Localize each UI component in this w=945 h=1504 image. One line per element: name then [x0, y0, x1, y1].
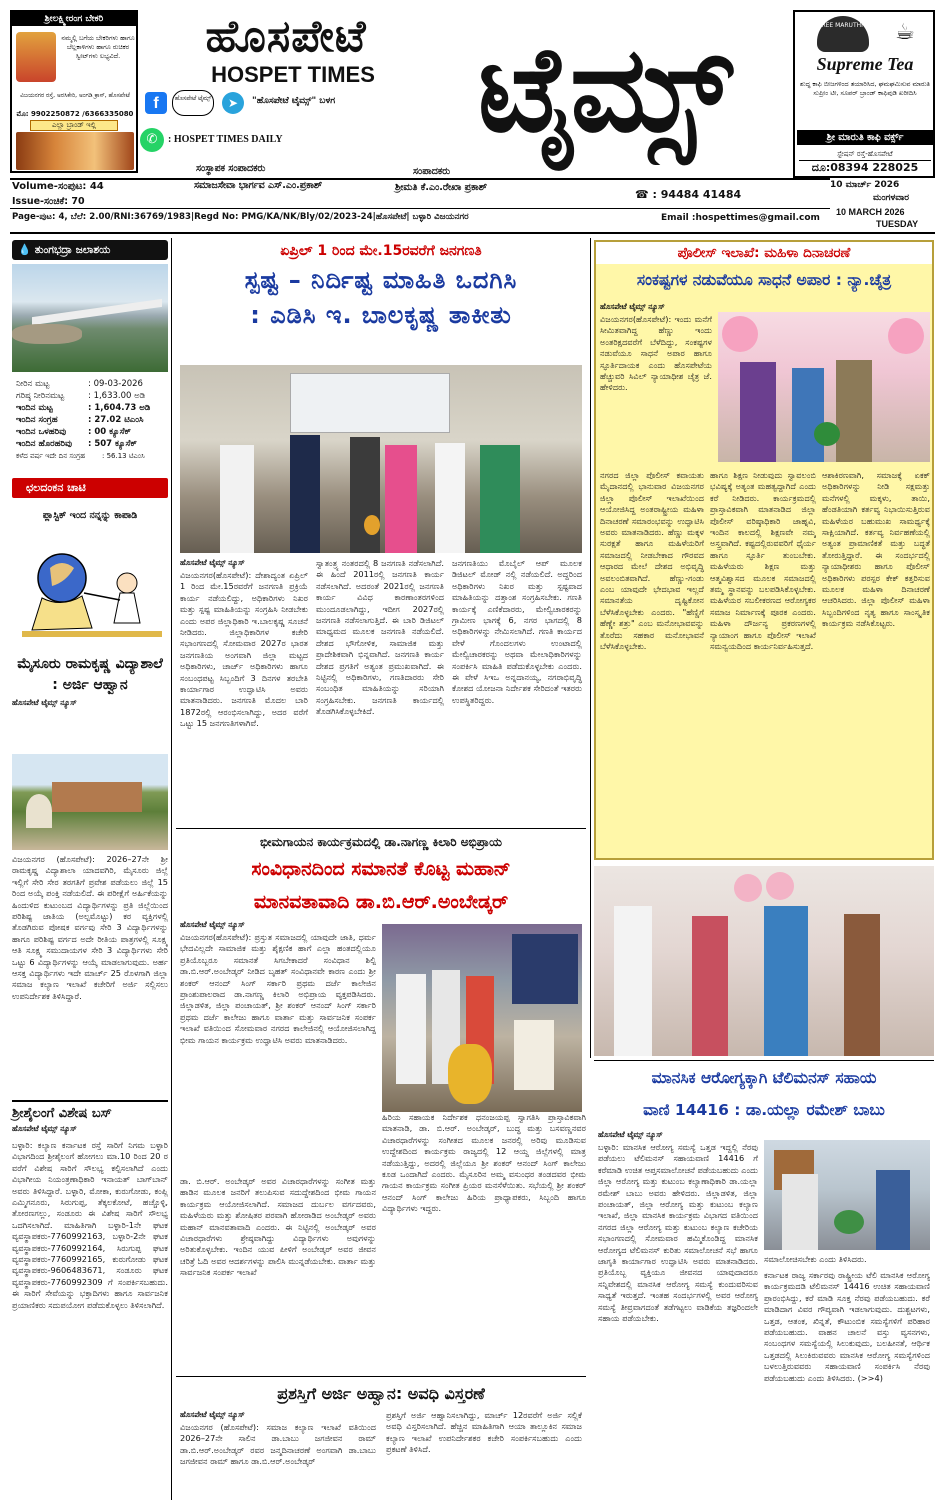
dam-row: ಕಳೆದ ವರ್ಷ ಇದೇ ದಿನ ಸಂಗ್ರಹ : 56.13 ಟಿಎಂಸಿ	[16, 452, 145, 460]
women-headline: ಸಂಕಷ್ಟಗಳ ನಡುವೆಯೂ ಸಾಧನೆ ಅಪಾರ : ನ್ಯಾ.ಚೈತ್ರ	[636, 271, 892, 289]
women-col-2: ಹಾಗೂ ಶಿಕ್ಷಣ ನೀಡುವುದು ಸ್ವಾವಲಂಬಿ ಭವಿಷ್ಯಕ್ಕೆ ಅತ್ಯಂತ ಮಹತ್ವದ್ದಾಗಿದೆ ಎಂದು ಕರೆ ನೀಡಿದರು. ಕಾರ್ಯಕ್ರಮದಲ್ಲಿ ಪ್ರಾಸ್ತಾವಿಕವಾಗಿ ಮಾತನಾಡಿದ ಜಿಲ್ಲಾ ಪೊಲೀಸ್ ವರಿಷ್ಠಾಧಿಕಾರಿ ಜಾಹ್ನವಿ, ಇಂದಿನ ಕಾಲದಲ್ಲಿ ಶಿಕ್ಷಣವೇ ನಮ್ಮ ಅಸ್ತ್ರವಾಗಿದೆ. ಕಷ್ಟದಲ್ಲಿರುವವರಿಗೆ ಧೈರ್ಯ ಹಾಗೂ ಸ್ಫೂರ್ತಿ ತುಂಬಬೇಕು. ಮಹಿಳೆಯರು ಶಿಕ್ಷಣ ಮತ್ತು ಆತ್ಮವಿಶ್ವಾಸದ ಮೂಲಕ ಸಮಾಜದಲ್ಲಿ ತಮ್ಮ ಸ್ಥಾನವನ್ನು ಬಲಪಡಿಸಿಕೊಳ್ಳಬೇಕು. ಮಹಿಳೆಯರ ಸಬಲೀಕರಣದ ಆರೋಗ್ಯಕರ ಸಮಾಜ ನಿರ್ಮಾಣಕ್ಕೆ ಪೂರಕ ಎಂದರು. ಮಹಿಳಾ ದೌರ್ಜನ್ಯ ಪ್ರಕರಣಗಳಲ್ಲಿ ನ್ಯಾಯಾಂಗ ಹಾಗೂ ಪೊಲೀಸ್ ಇಲಾಖೆ ಸಮನ್ವಯದಿಂದ ಕಾರ್ಯನಿರ್ವಹಿಸುತ್ತದೆ.	[710, 470, 816, 652]
tea-ad-brand: Supreme Tea	[816, 54, 914, 74]
women-byline: ಹೊಸಪೇಟೆ ಟೈಮ್ಸ್ ನ್ಯೂಸ್	[600, 302, 665, 311]
hospet-times-logo-icon: ಹೊಸಪೇಟೆ ಟೈಮ್ಸ್	[172, 90, 214, 116]
dam-row: ಇಂದಿನ ಮಟ್ಟ : 1,604.73 ಅಡಿ	[16, 403, 151, 413]
census-kicker: ಏಪ್ರಿಲ್ 1 ರಿಂದ ಮೇ.15ರವರೆಗೆ ಜನಗಣತಿ	[280, 243, 482, 259]
school-article	[12, 654, 168, 1094]
ambedkar-byline: ಹೊಸಪೇಟೆ ಟೈಮ್ಸ್ ನ್ಯೂಸ್	[180, 920, 245, 929]
telemanas-photo-caption: ಸಮಾಲೋಚಿಸಬೇಕು ಎಂದು ತಿಳಿಸಿದರು.	[764, 1254, 867, 1264]
title-kn-small: ಹೊಸಪೇಟೆ	[205, 11, 367, 62]
registration-line: Page-ಪುಟ: 4, ಬೆಲೆ: 2.00/RNI:36769/1983|Regd No: PMG/KA/NK/Bly/02/2023-24|ಹೊಸಪೇಟೆ| ಬಳ್ಳಾರಿ ವಿಜಯನಗರ	[12, 212, 469, 222]
dam-photo	[12, 264, 168, 372]
cartoon-header: ಛಲದಂಕನ ಚಾಟಿ	[12, 478, 168, 498]
dam-header: 💧 ತುಂಗಭದ್ರಾ ಜಲಾಶಯ	[12, 240, 168, 260]
email-text[interactable]: Email :hospettimes@gmail.com	[661, 213, 820, 223]
day-kn: ಮಂಗಳವಾರ	[873, 193, 910, 203]
telemanas-photo	[764, 1140, 930, 1250]
telemanas-headline-1: ಮಾನಸಿಕ ಆರೋಗ್ಯಕ್ಕಾಗಿ ಟೆಲಿಮನಸ್ ಸಹಾಯ	[594, 1060, 934, 1095]
dam-row: ನೀರಿನ ಮಟ್ಟ : 09-03-2026	[16, 379, 143, 389]
tea-cup-icon: ☕	[895, 20, 915, 45]
issue-text: Issue-ಸಂಚಿಕೆ: 70	[12, 196, 85, 207]
census-headline-2: : ಎಡಿಸಿ ಇ. ಬಾಲಕೃಷ್ಣ ತಾಕೀತು	[250, 301, 512, 329]
women-col-1: ನಗರದ ಜಿಲ್ಲಾ ಪೊಲೀಸ್ ಕವಾಯತು ಮೈದಾನದಲ್ಲಿ ಭಾನುವಾರ ವಿಜಯನಗರ ಜಿಲ್ಲಾ ಪೊಲೀಸ್ ಇಲಾಖೆಯಿಂದ ಆಯೋಜಿಸಿದ್ದ ಅಂತರಾಷ್ಟ್ರೀಯ ಮಹಿಳಾ ದಿನಾಚರಣೆ ಸಮಾರಂಭವನ್ನು ಉದ್ಘಾಟಿಸಿ ಅವರು ಮಾತನಾಡಿದರು. ಹೆಣ್ಣು ಮಕ್ಕಳ ಸುರಕ್ಷತೆ ಹಾಗೂ ಮಹಿಳೆಯರಿಗೆ ಸಮಾಜದಲ್ಲಿ ನೀಡಬೇಕಾದ ಗೌರವದ ಆಧಾರದ ಮೇಲೆ ದೇಶದ ಅಭಿವೃದ್ಧಿ ಅವಲಂಬಿತವಾಗಿದೆ. ಹೆಣ್ಣು-ಗಂಡು ಎಂಬ ಯಾವುದೇ ಭೇದಭಾವ ಇಲ್ಲದೆ ಸಮಾನತೆಯ ದೃಷ್ಟಿಕೋನ ಬೆಳೆಸಿಕೊಳ್ಳಬೇಕು ಎಂದರು. "ಹೆಣ್ಣಿಗೆ ಹೆಣ್ಣೇ ಶತ್ರು" ಎಂಬ ಮನೋಭಾವವನ್ನು ತೊರೆದು ಸಹಕಾರ ಮನೋಭಾವನೆ ಬೆಳೆಸಿಕೊಳ್ಳಬೇಕು.	[600, 470, 704, 652]
ambedkar-kicker: ಭೀಮಗಾಯನ ಕಾರ್ಯಕ್ರಮದಲ್ಲಿ ಡಾ.ನಾಗಣ್ಣ ಕಿಲಾರಿ ಅಭಿಪ್ರಾಯ	[259, 835, 503, 849]
bus-byline: ಹೊಸಪೇಟೆ ಟೈಮ್ಸ್ ನ್ಯೂಸ್	[12, 1124, 77, 1133]
cartoon-drawing	[22, 538, 162, 642]
tea-ad-desc: ಶುದ್ಧ ಕಾಫಿ ಬೀಜಗಳಿಂದ ತಯಾರಿಸಿದ, ಘಮಘಮಿಸುವ ಮಾರುತಿ ಸುಪ್ರೀಂ ಟೀ, ಸೂಪರ್ ಬ್ರಾಂಡ್ ಕಾಫಿಪುಡಿ ಖರೀದಿಸಿ	[800, 80, 930, 97]
census-byline: ಹೊಸಪೇಟೆ ಟೈಮ್ಸ್ ನ್ಯೂಸ್	[180, 558, 245, 567]
school-photo	[12, 754, 168, 850]
day-en: TUESDAY	[876, 219, 919, 229]
census-col-1: ವಿಜಯನಗರ(ಹೊಸಪೇಟೆ): ದೇಶಾದ್ಯಂತ ಏಪ್ರಿಲ್ 1 ರಿಂದ ಮೇ.15ರವರೆಗೆ ಜನಗಣತಿ ಪ್ರಕ್ರಿಯೆ ಕಾರ್ಯ ನಡೆಯಲಿದ್ದು, ಅಧಿಕಾರಿಗಳು ನಿಖರ ಮತ್ತು ಸ್ಪಷ್ಟ ಮಾಹಿತಿಯನ್ನು ಸಂಗ್ರಹಿಸಿ ನೀಡಬೇಕು ಎಂದು ಅಪರ ಜಿಲ್ಲಾಧಿಕಾರಿ ಇ.ಬಾಲಕೃಷ್ಣ ಸೂಚನೆ ನೀಡಿದರು. ಜಿಲ್ಲಾಧಿಕಾರಿಗಳ ಕಚೇರಿ ಸಭಾಂಗಣದಲ್ಲಿ ಸೋಮವಾರ 2027ರ ಭಾರತ ಜನಗಣತಿಯ ಅಂಗವಾಗಿ ಜಿಲ್ಲಾ ಮಟ್ಟದ ಅಧಿಕಾರಿಗಳು, ಚಾರ್ಜ್ ಅಧಿಕಾರಿಗಳು ಹಾಗೂ ಸಂಬಂಧಪಟ್ಟ ಸಿಬ್ಬಂದಿಗೆ 3 ದಿನಗಳ ತರಬೇತಿ ಕಾರ್ಯಾಗಾರ ಉದ್ಘಾಟಿಸಿ ಅವರು ಮಾತನಾಡಿದರು. ಜನಗಣತಿ ಮೊದಲ ಬಾರಿ 1872ರಲ್ಲಿ ಆರಂಭಿಸಲಾಗಿದ್ದು, ಅದರ ವರೆಗೆ ಒಟ್ಟು 15 ಜನಗಣತಿಗಳಾಗಿವೆ.	[180, 570, 308, 729]
bakery-ad-desc: ನಮ್ಮಲ್ಲಿ ಬಗೆಯ ಬೇಕರಿಗಳು ಹಾಗೂ ಬೆಲ್ಲಕಾಳಿಗಳು ಹಾಗೂ ರುಚಿಕರ ಸ್ವೀಟ್‌ಗಳು ಲಭ್ಯವಿದೆ.	[61, 34, 135, 60]
award-col-2: ಪ್ರಶಸ್ತಿಗೆ ಅರ್ಜಿ ಆಹ್ವಾನಿಸಲಾಗಿದ್ದು, ಮಾರ್ಚ್ 12ರವರೆಗೆ ಅರ್ಜಿ ಸಲ್ಲಿಕೆ ಅವಧಿ ವಿಸ್ತರಿಸಲಾಗಿದೆ. ಹೆಚ್ಚಿನ ಮಾಹಿತಿಗಾಗಿ ಆಯಾ ತಾಲ್ಲೂಕಿನ ಸಮಾಜ ಕಲ್ಯಾಣ ಇಲಾಖೆ ಉಪನಿರ್ದೇಶಕರ ಕಚೇರಿ ಸಂಪರ್ಕಿಸಬಹುದು ಎಂದು ಪ್ರಕಟಣೆ ತಿಳಿಸಿದೆ.	[386, 1410, 582, 1455]
ambedkar-headline-1: ಸಂವಿಧಾನದಿಂದ ಸಮಾನತೆ ಕೊಟ್ಟ ಮಹಾನ್	[251, 858, 511, 880]
women-photo-1	[718, 312, 930, 462]
tea-ad	[793, 10, 935, 178]
census-photo	[180, 365, 582, 553]
founder-label: ಸಂಸ್ಥಾಪಕ ಸಂಪಾದಕರು	[196, 163, 266, 174]
telemanas-byline: ಹೊಸಪೇಟೆ ಟೈಮ್ಸ್ ನ್ಯೂಸ್	[598, 1130, 663, 1139]
bakery-ad-address: ವಿಜಯನಗರ ರಸ್ತೆ, ಅರಸಿಕೇರಿ, ಅಂಗಡಿ ಕ್ರಾಸ್, ಹೊಸಪೇಟೆ	[20, 92, 130, 99]
date-kn: 10 ಮಾರ್ಚ್ 2026	[830, 180, 900, 190]
ambedkar-intro: ವಿಜಯನಗರ(ಹೊಸಪೇಟೆ): ಪ್ರಸ್ತುತ ಸಮಾಜದಲ್ಲಿ ಯಾವುದೇ ಜಾತಿ, ಧರ್ಮ ಭೇದವಿಲ್ಲದೇ ಸಾಮಾಜಿಕ ಮತ್ತು ಶೈಕ್ಷಣಿಕ ಹಾಗೆ ಎಲ್ಲಾ ಹಂತದಲ್ಲಿಯೂ ಪ್ರತಿಯೊಬ್ಬರೂ ಸಮಾನತೆ ಸಿಗಬೇಕಾದರೆ ಸಂವಿಧಾನ ಶಿಲ್ಪಿ ಡಾ.ಬಿ.ಆರ್.ಅಂಬೇಡ್ಕರ್ ನೀಡಿದ ಬೃಹತ್ ಸಂವಿಧಾನವೇ ಕಾರಣ ಎಂದು ಶ್ರೀ ಶಂಕರ್ ಆನಂದ್ ಸಿಂಗ್ ಸರ್ಕಾರಿ ಪ್ರಥಮ ದರ್ಜೆ ಕಾಲೇಜಿನ ಪ್ರಾಂಶುಪಾಲರಾದ ಡಾ.ನಾಗಣ್ಣ ಕಿಲಾರಿ ಅಭಿಪ್ರಾಯ ವ್ಯಕ್ತಪಡಿಸಿದರು. ಜಿಲ್ಲಾಡಳಿತ, ಜಿಲ್ಲಾ ಪಂಚಾಯತ್, ಶ್ರೀ ಶಂಕರ್ ಆನಂದ್ ಸಿಂಗ್ ಸರ್ಕಾರಿ ಪ್ರಥಮ ದರ್ಜೆ ಕಾಲೇಜು ಹಾಗೂ ವಾರ್ತಾ ಮತ್ತು ಸಾರ್ವಜನಿಕ ಸಂಪರ್ಕ ಇಲಾಖೆ ವತಿಯಿಂದ ಸೋಮವಾರ ನಗರದ ಕಾಲೇಜಿನಲ್ಲಿ ಆಯೋಜಿಸಲಾಗಿದ್ದ ಭೀಮ ಗಾಯನ ಕಾರ್ಯಕ್ರಮ ಉದ್ಘಾಟಿಸಿ ಅವರು ಮಾತನಾಡಿದರು.	[180, 932, 376, 1045]
bakery-ad-cakes	[16, 132, 134, 170]
bus-body: ಬಳ್ಳಾರಿ: ಕಲ್ಯಾಣ ಕರ್ನಾಟಕ ರಸ್ತೆ ಸಾರಿಗೆ ನಿಗಮ ಬಳ್ಳಾರಿ ವಿಭಾಗದಿಂದ ಶ್ರೀಶೈಲಂಗೆ ಹೋಗಲು ಮಾ.10 ರಿಂದ 20 ರ ವರೆಗೆ ವಿಶೇಷ ಸಾರಿಗೆ ಸೌಲಭ್ಯ ಕಲ್ಪಿಸಲಾಗಿದೆ ಎಂದು ವಿಭಾಗೀಯ ನಿಯಂತ್ರಣಾಧಿಕಾರಿ ಇನಾಯತ್ ಬಾಗ್‌ಬಾನ್ ಅವರು ತಿಳಿಸಿದ್ದಾರೆ. ಬಳ್ಳಾರಿ, ಮೋಕಾ, ಕುರುಗೋಡು, ಕಂಪ್ಲಿ ಎಮ್ಮಿಗನೂರು, ಸಿರುಗುಪ್ಪ, ತೆಕ್ಕಲಕೋಟೆ, ಹಚ್ಚೊಳ್ಳಿ, ತೋರಣಗಲ್ಲು, ಸಂಡೂರು ಈ ವಿಶೇಷ ಸಾರಿಗೆ ಸೌಲಭ್ಯ ಒದಗಿಸಲಾಗಿದೆ. ಮಾಹಿತಿಗಾಗಿ ಬಳ್ಳಾರಿ-1ನೇ ಘಟಕ ವ್ಯವಸ್ಥಾಪಕರು-7760992163, ಬಳ್ಳಾರಿ-2ನೇ ಘಟಕ ವ್ಯವಸ್ಥಾಪಕರು-7760992164, ಸಿರುಗುಪ್ಪ ಘಟಕ ವ್ಯವಸ್ಥಾಪಕರು-7760992165, ಕುರುಗೋಡು ಘಟಕ ವ್ಯವಸ್ಥಾಪಕರು-9606483671, ಸಂಡೂರು ಘಟಕ ವ್ಯವಸ್ಥಾಪಕರು-7760992309 ಗೆ ಸಂಪರ್ಕಿಸಬಹುದು. ಈ ಸಾರಿಗೆ ಸೇವೆಯನ್ನು ಭಕ್ತಾದಿಗಳು ಹಾಗೂ ಸಾರ್ವಜನಿಕ ಪ್ರಯಾಣಿಕರು ಸದುಪಯೋಗ ಪಡೆದುಕೊಳ್ಳಲು ತಿಳಿಸಲಾಗಿದೆ.	[12, 1140, 168, 1310]
bakery-ad-photo	[16, 32, 56, 82]
ambedkar-col-1: ಡಾ. ಬಿ.ಆರ್. ಅಂಬೇಡ್ಕರ್ ಅವರ ವಿಚಾರಧಾರೆಗಳನ್ನು ಸಂಗೀತ ಮತ್ತು ಹಾಡಿನ ಮೂಲಕ ಜನರಿಗೆ ತಲುಪಿಸುವ ಸದುದ್ದೇಶದಿಂದ ಭೀಮ ಗಾಯನ ಕಾರ್ಯಕ್ರಮ ಆಯೋಜಿಸಲಾಗಿದೆ. ಸಮಾಜದ ದುರ್ಬಲ ವರ್ಗದವರು, ಮಹಿಳೆಯರು ಮತ್ತು ಶೋಷಿತರ ಪರವಾಗಿ ಹೋರಾಡಿದ ಅಂಬೇಡ್ಕರ್ ಅವರು ಮಹಾನ್ ಮಾನವತಾವಾದಿ ಎಂದರು. ಈ ನಿಟ್ಟಿನಲ್ಲಿ ಅಂಬೇಡ್ಕರ್ ಅವರ ವಿಚಾರಧಾರೆಗಳು ಶ್ರೇಷ್ಠವಾಗಿದ್ದು ವಿದ್ಯಾರ್ಥಿಗಳು ಅವುಗಳನ್ನು ಅರಿತುಕೊಳ್ಳಬೇಕು. ಇಂದಿನ ಯುವ ಪೀಳಿಗೆ ಅಂಬೇಡ್ಕರ್ ಅವರ ಜೀವನ ಚರಿತ್ರೆ ಓದಿ ಅವರ ಆದರ್ಶಗಳನ್ನು ಪಾಲಿಸಿ ಮುನ್ನಡೆಯಬೇಕು. ವಾರ್ತಾ ಮತ್ತು ಸಾರ್ವಜನಿಕ ಸಂಪರ್ಕ ಇಲಾಖೆ	[180, 1176, 376, 1278]
social-group-text: "ಹೊಸಪೇಟೆ ಟೈಮ್ಸ್" ಬಳಗ	[252, 96, 336, 106]
award-col-1: ವಿಜಯನಗರ (ಹೊಸಪೇಟೆ): ಸಮಾಜ ಕಲ್ಯಾಣ ಇಲಾಖೆ ವತಿಯಿಂದ 2026–27ನೇ ಸಾಲಿನ ಡಾ.ಬಾಬು ಜಗಜೀವನ ರಾಮ್ ಡಾ.ಬಿ.ಆರ್.ಅಂಬೇಡ್ಕರ್ ರವರ ಜನ್ಮದಿನಾಚರಣೆ ಅಂಗವಾಗಿ ಡಾ.ಬಾಬು ಜಗಜೀವನ ರಾಮ್ ಹಾಗೂ ಡಾ.ಬಿ.ಆರ್.ಅಂಬೇಡ್ಕರ್	[180, 1422, 376, 1467]
bus-article	[12, 1100, 168, 1498]
founder-name: ಸಮಾಜಸೇವಾ ಭಾರ್ಗವ ಎಸ್.ಎಂ.ಪ್ರಕಾಶ್	[194, 180, 323, 191]
women-intro: ವಿಜಯನಗರ(ಹೊಸಪೇಟೆ): ಇಂದು ಮನೆಗೆ ಸೀಮಿತವಾಗಿದ್ದ ಹೆಣ್ಣು ಇಂದು ಅಂತರಿಕ್ಷದವರೆಗೆ ಬೆಳೆದಿದ್ದು, ಸಂಕಷ್ಟಗಳ ನಡುವೆಯೂ ಸಾಧನೆ ಅಪಾರ ಹಾಗೂ ಸ್ಫೂರ್ತಿದಾಯಕ ಎಂದು ಹೊಸಪೇಟೆಯ ಹೆಚ್ಚುವರಿ ಸಿವಿಲ್ ನ್ಯಾಯಾಧೀಶ ಚೈತ್ರ ಜೆ. ಹೇಳಿದರು.	[600, 314, 712, 393]
census-article	[176, 240, 586, 825]
census-col-2: ಸ್ವಾತಂತ್ರ್ಯ ನಂತರದಲ್ಲಿ 8 ಜನಗಣತಿ ನಡೆಸಲಾಗಿದೆ. ಈ ಹಿಂದೆ 2011ರಲ್ಲಿ ಜನಗಣತಿ ಕಾರ್ಯ ನಡೆಸಲಾಗಿದೆ. ಅದರಂತೆ 2021ರಲ್ಲಿ ಜನಗಣತಿ ಕಾರ್ಯ ವಿವಿಧ ಕಾರಣಾಂತರಗಳಿಂದ ಮುಂದೂಡಲಾಗಿದ್ದು, ಇದೀಗ 2027ರಲ್ಲಿ ಜನಗಣತಿ ನಡೆಸಲಾಗುತ್ತಿದೆ. ಈ ಬಾರಿ ಡಿಜಿಟಲ್ ಮಾಧ್ಯಮದ ಮೂಲಕ ಜನಗಣತಿ ನಡೆಯಲಿದೆ. ದೇಶದ ಭೌಗೋಳಿಕ, ಸಾಮಾಜಿಕ ಮತ್ತು ಪ್ರಾದೇಶಿಕವಾಗಿ ಭಿನ್ನವಾಗಿದೆ. ಜನಗಣತಿ ಕಾರ್ಯ ದೇಶದ ಪ್ರಗತಿಗೆ ಅತ್ಯಂತ ಪ್ರಮುಖವಾಗಿದೆ. ಈ ನಿಟ್ಟಿನಲ್ಲಿ ಅಧಿಕಾರಿಗಳು, ಗಣತಿದಾರರು ಸೇರಿ ಸಂಬಂಧಿತ ಮಾಹಿತಿಯನ್ನು ಸರಿಯಾಗಿ ಸಂಗ್ರಹಿಸಬೇಕು. ಜನಗಣತಿ ಕಾರ್ಯದಲ್ಲಿ ತೊಡಗಿಸಿಕೊಳ್ಳಬೇಕಿದೆ.	[316, 558, 444, 717]
school-body: ವಿಜಯನಗರ (ಹೊಸಪೇಟೆ): 2026–27ನೇ ಶ್ರೀ ರಾಮಕೃಷ್ಣ ವಿದ್ಯಾಶಾಲಾ ಯಾದವಗಿರಿ, ಮೈಸೂರು ಜಿಲ್ಲೆ ಇಲ್ಲಿಗೆ ಸೇರಿ ಸೇರ ತರಗತಿಗೆ ಪ್ರವೇಶ ಪಡೆಯಲು ಜಿಲ್ಲೆ 15 ರಿಂದ ಅಯ್ಕೆ ಪಂಕ್ತಿ ನಡೆಯಲಿದೆ. ಈ ಪರೀಕ್ಷೆಗೆ ಅರ್ಹಿಕೆಯನ್ನು ಹಿಂದುಳಿದ ಕುಟುಂಬದ ವಿದ್ಯಾರ್ಥಿಗಳನ್ನು ಪ್ರತಿ ಜಿಲ್ಲೆಯಿಂದ ಪರಿಶಿಷ್ಟ ಜಾತಿಯ (ಅಲ್ಪಮೊಟ್ಟು) ಕರ ವ್ಯಕ್ತಿಗಳಲ್ಲಿ ತೊಡಗಿರುವ ಪೋಷಕ ವರ್ಗವು ಸೇರಿ 3 ವಿದ್ಯಾರ್ಥಿಗಳನ್ನು ಹಾಗೂ ಪರಿಶಿಷ್ಟ ವರ್ಗದ ಅದೇ ರೀತಿಯ ಪಾತ್ರಗಳಲ್ಲಿ ಸೂಕ್ಷ್ಮ ಆತಿ ಸೂಕ್ಷ್ಮ ಸಮುದಾಯಗಳ ಸೇರಿ 3 ವಿದ್ಯಾರ್ಥಿಗಳು ಸೇರಿ ಒಟ್ಟು 6 ವಿದ್ಯಾರ್ಥಿಗಳನ್ನು ಆಯ್ಕೆ ಮಾಡಲಾಗುವುದು. ಅರ್ಹ ಆಸಕ್ತ ವಿದ್ಯಾರ್ಥಿಗಳು ಇದೇ ಮಾರ್ಚ್ 25 ರೊಳಗಾಗಿ ಜಿಲ್ಲಾ ಸಮಾಜ ಕಲ್ಯಾಣ ಇಲಾಖೆ ಕಚೇರಿಗೆ ಅರ್ಜಿ ಸಲ್ಲಿಸಲು ಉಪನಿರ್ದೇಶಕ ತಿಳಿಸಿದ್ದಾರೆ.	[12, 854, 168, 1001]
census-headline-1: ಸ್ಪಷ್ಟ – ನಿರ್ದಿಷ್ಟ ಮಾಹಿತಿ ಒದಗಿಸಿ	[244, 266, 518, 294]
award-headline: ಪ್ರಶಸ್ತಿಗೆ ಅರ್ಜಿ ಅಹ್ವಾನ: ಅವಧಿ ವಿಸ್ತರಣೆ	[277, 1384, 485, 1403]
ambedkar-col-2: ಹಿರಿಯ ಸಹಾಯಕ ನಿರ್ದೇಶಕ ಧನಂಜಯಪ್ಪ ಸ್ವಾಗತಿಸಿ ಪ್ರಾಸ್ತಾವಿಕವಾಗಿ ಮಾತನಾಡಿ, ಡಾ. ಬಿ.ಆರ್. ಅಂಬೇಡ್ಕರ್, ಬುದ್ಧ ಮತ್ತು ಬಸವಣ್ಣನವರ ವಿಚಾರಧಾರೆಗಳನ್ನು ಸಂಗೀತದ ಮೂಲಕ ಜನರಲ್ಲಿ ಅರಿವು ಮೂಡಿಸುವ ಉದ್ದೇಶದಿಂದ ಕಾರ್ಯಕ್ರಮ ರಾಜ್ಯದಲ್ಲಿ 12 ಆಯ್ದ ಜಿಲ್ಲೆಗಳಲ್ಲಿ ಮಾತ್ರ ನಡೆಯುತ್ತಿದ್ದು, ಅದರಲ್ಲಿ ಜಿಲ್ಲೆಯೂ ಶ್ರೀ ಶಂಕರ್ ಆನಂದ್ ಸಿಂಗ್ ಕಾಲೇಜು ಕೂಡ ಒಂದಾಗಿದೆ ಎಂದರು. ಮೈಸೂರಿನ ಅಮ್ಮ ವಸುಂಧರ ತಂಡದವರ ಭೀಮ ಗಾಯನ ಕಾರ್ಯಕ್ರಮ ಸಂಗೀತ ಪ್ರಿಯರ ಮನಸೆಳೆಯಿತು. ಸಭೆಯಲ್ಲಿ ಶ್ರೀ ಶಂಕರ್ ಆನಂದ್ ಸಿಂಗ್ ಕಾಲೇಜು ಹಿರಿಯ ಪ್ರಾಧ್ಯಾಪಕರು, ಸಿಬ್ಬಂದಿ ಹಾಗೂ ವಿದ್ಯಾರ್ಥಿಗಳು ಇದ್ದರು.	[382, 1112, 586, 1214]
dam-row: ಇಂದಿನ ಒಳಹರಿವು : 00 ಕ್ಯೂಸೆಕ್	[16, 427, 131, 437]
phone-number: ☎ : 94484 41484	[635, 188, 742, 201]
telemanas-article	[594, 1060, 934, 1500]
volume-text: Volume-ಸಂಪುಟ: 44	[12, 181, 104, 192]
tea-ad-shop: ಶ್ರೀ ಮಾರುತಿ ಕಾಫಿ ವರ್ಕ್ಸ್	[797, 130, 933, 145]
award-article	[176, 1380, 586, 1498]
dam-stats-table	[16, 378, 168, 462]
title-en: HOSPET TIMES	[211, 62, 375, 87]
dam-row: ಗರಿಷ್ಠ ನೀರಿನಮಟ್ಟ : 1,633.00 ಅಡಿ	[16, 391, 146, 401]
cartoon-caption: ಪ್ಲಾಸ್ಟಿಕ್ ಇಂದ ನನ್ನನ್ನು ಕಾಪಾಡಿ	[42, 510, 138, 521]
telegram-icon[interactable]: ➤	[222, 92, 244, 114]
bus-headline: ಶ್ರೀಶೈಲಂಗೆ ವಿಶೇಷ ಬಸ್	[12, 1100, 168, 1124]
women-col-3: ಆಶಾಕಿರಣವಾಗಿ, ಸಮಾಜಕ್ಕೆ ಏಕಕ್ ಅಧಿಕಾರಿಗಳನ್ನು ನೀಡಿ ಸಕ್ಷಮತ್ತು ಮನೆಗಳಲ್ಲಿ ಮಕ್ಕಳು, ತಾಯಿ, ಹೆಂಡತಿಯಾಗಿ ಕರ್ತವ್ಯ ನಿಭಾಯಿಸುತ್ತಿರುವ ಮಹಿಳೆಯರ ಬಹುಮುಖ ಸಾಮರ್ಥ್ಯಕ್ಕೆ ಸಾಕ್ಷಿಯಾಗಿದೆ. ಕರ್ತವ್ಯ ನಿರ್ವಹಣೆಯಲ್ಲಿ ಅತ್ಯಂತ ಪ್ರಾಮಾಣಿಕತೆ ಮತ್ತು ಬದ್ಧತೆ ತೋರುತ್ತಿದ್ದಾರೆ. ಈ ಸಂದರ್ಭದಲ್ಲಿ ನ್ಯಾಯಾಧೀಶರು ಹಾಗೂ ಪೊಲೀಸ್ ಅಧಿಕಾರಿಗಳು ಪರಸ್ಪರ ಕೇಕ್ ಕತ್ತರಿಸುವ ಮೂಲಕ ಮಹಿಳಾ ದಿನಾಚರಣೆ ಆಚರಿಸಿದರು. ಜಿಲ್ಲಾ ಪೊಲೀಸ್ ಮಹಿಳಾ ಸಿಬ್ಬಂದಿಗಳಿಂದ ನೃತ್ಯ ಹಾಗೂ ಸಾಂಸ್ಕೃತಿಕ ಕಾರ್ಯಕ್ರಮ ನಡೆಸಿಕೊಟ್ಟರು.	[822, 470, 930, 629]
award-byline: ಹೊಸಪೇಟೆ ಟೈಮ್ಸ್ ನ್ಯೂಸ್	[180, 1410, 245, 1419]
womens-day-article	[594, 240, 934, 860]
editor-name: ಶ್ರೀಮತಿ ಕೆ.ಎಂ.ರೇಖಾ ಪ್ರಕಾಶ್	[395, 182, 488, 193]
masthead	[0, 0, 945, 240]
ambedkar-photo	[382, 924, 582, 1112]
women-photo-2	[594, 866, 934, 1056]
ambedkar-headline-2: ಮಾನವತಾವಾದಿ ಡಾ.ಬಿ.ಆರ್.ಅಂಬೇಡ್ಕರ್	[253, 891, 509, 913]
school-headline: ಮೈಸೂರು ರಾಮಕೃಷ್ಣ ವಿದ್ಯಾಶಾಲೆ : ಅರ್ಜಿ ಆಹ್ವಾನ	[17, 656, 163, 693]
tea-ad-badge: SREE MARUTHI'S	[817, 16, 869, 52]
tea-ad-address: ಸ್ಟೇಷನ್ ರಸ್ತೆ-ಹೊಸಪೇಟೆ	[837, 150, 893, 158]
telemanas-headline-2: ವಾಣಿ 14416 : ಡಾ.ಯಲ್ಲಾ ರಮೇಶ್ ಬಾಬು	[643, 1101, 885, 1119]
telemanas-col-2: ಕರ್ನಾಟಕ ರಾಜ್ಯ ಸರ್ಕಾರವು ರಾಷ್ಟ್ರೀಯ ಟೆಲಿ ಮಾನಸಿಕ ಆರೋಗ್ಯ ಕಾರ್ಯಕ್ರಮದಡಿ ಟೆಲಿಮನಸ್ 14416 ಉಚಿತ ಸಹಾಯವಾಣಿ ಪ್ರಾರಂಭಿಸಿದ್ದು, ಕರೆ ಮಾಡಿ ಸೂಕ್ತ ನೆರವು ಪಡೆಯಬಹುದು. ಕರೆ ಮಾಡಿದಾಗ ವಿವರ ಗೌಪ್ಯವಾಗಿ ಇಡಲಾಗುವುದು. ದುಶ್ಚಟಗಳು, ಒತ್ತಡ, ಆತಂಕ, ಖಿನ್ನತೆ, ಕೌಟುಂಬಿಕ ಸಮಸ್ಯೆಗಳಿಗೆ ಪರಿಹಾರ ಪಡೆಯಬಹುದು. ವಾಹನ ಚಾಲನೆ ವಸ್ತು ವ್ಯಸನಗಳು, ಸಂಬಂಧಗಳ ಸಮಸ್ಯೆಯಲ್ಲಿ ಸಿಲುಕುವುದು, ಬಲಹೀನತೆ, ಆರ್ಥಿಕ ಒತ್ತಡದಲ್ಲಿ ಸಿಲುಕಿರುವವರು ಮಾನಸಿಕ ಆರೋಗ್ಯ ಸಮಸ್ಯೆಗಳಿಂದ ಬಳಲುತ್ತಿರುವವರು ಸಹಾಯವಾಣಿ ಸಂಪರ್ಕಿಸಿ ನೆರವು ಪಡೆಯಬಹುದು ಎಂದು ತಿಳಿಸಿದರು. (>>4)	[764, 1270, 930, 1383]
telemanas-intro: ಬಳ್ಳಾರಿ: ಮಾನಸಿಕ ಆರೋಗ್ಯ ಸಮಸ್ಯೆ ಒತ್ತಡ ಇದ್ದಲ್ಲಿ ನೆರವು ಪಡೆಯಲು ಟೆಲಿಮನಸ್ ಸಹಾಯವಾಣಿ 14416 ಗೆ ಕರೆಮಾಡಿ ಉಚಿತ ಆಪ್ತಸಮಾಲೋಚನೆ ಪಡೆಯಬಹುದು ಎಂದು ಜಿಲ್ಲಾ ಆರೋಗ್ಯ ಮತ್ತು ಕುಟುಂಬ ಕಲ್ಯಾಣಾಧಿಕಾರಿ ಡಾ.ಯಲ್ಲಾ ರಮೇಶ್ ಬಾಬು ಅವರು ಹೇಳಿದರು. ಜಿಲ್ಲಾಡಳಿತ, ಜಿಲ್ಲಾ ಪಂಚಾಯತ್, ಜಿಲ್ಲಾ ಆರೋಗ್ಯ ಮತ್ತು ಕುಟುಂಬ ಕಲ್ಯಾಣ ಇಲಾಖೆ, ಜಿಲ್ಲಾ ಮಾನಸಿಕ ಕಾರ್ಯಕ್ರಮ ವಿಭಾಗದ ವತಿಯಿಂದ ನಗರದ ಜಿಲ್ಲಾ ಆರೋಗ್ಯ ಮತ್ತು ಕುಟುಂಬ ಕಲ್ಯಾಣ ಕಚೇರಿಯ ಸಭಾಂಗಣದಲ್ಲಿ ಸೋಮವಾರ ಹಮ್ಮಿಕೊಂಡಿದ್ದ ಮಾನಸಿಕ ಆರೋಗ್ಯದ ಟೆಲಿಮನಸ್ ಕುರಿತು ಸಮಾಲೋಚನೆ ಸಭೆ ಹಾಗೂ ಜಾಗೃತಿ ಕಾರ್ಯಾಗಾರ ಉದ್ಘಾಟಿಸಿ ಅವರು ಮಾತನಾಡಿದರು. ಪ್ರತಿಯೊಬ್ಬ ವ್ಯಕ್ತಿಯೂ ಜೀವನದ ಯಾವುದಾದರೂ ಸನ್ನಿವೇಶದಲ್ಲಿ ಮಾನಸಿಕ ಆರೋಗ್ಯ ಸಮಸ್ಯೆ ಕುಂದುವರಿಸುವ ಸಾಧ್ಯತೆ ಇರುತ್ತದೆ. ಇಂತಹ ಸಂದರ್ಭಗಳಲ್ಲಿ ಅವರ ಆರೋಗ್ಯ ಸಮಸ್ಯೆ ತೀವ್ರವಾಗದಂತೆ ತಡೆಗಟ್ಟಲು ವಾಡಿಕೆಯ ತಜ್ಞರಿಂದಲೇ ಸಹಾಯ ಪಡೆಯಬೇಕು.	[598, 1142, 758, 1324]
water-drop-icon: 💧	[18, 244, 32, 256]
bakery-ad-tag: ಎಲ್ಲಾ ಬ್ರಾಂಡ್ ಇಲ್ಲಿ	[30, 120, 118, 131]
bakery-ad	[10, 10, 138, 173]
title-kn-big: ಟೈಮ್ಸ್	[477, 20, 731, 158]
women-kicker: ಪೊಲೀಸ್ ಇಲಾಖೆ: ಮಹಿಳಾ ದಿನಾಚರಣೆ	[596, 242, 932, 264]
whatsapp-text: : HOSPET TIMES DAILY	[168, 134, 283, 145]
dam-row: ಇಂದಿನ ಸಂಗ್ರಹ : 27.02 ಟಿಎಂಸಿ	[16, 415, 144, 425]
bakery-ad-title: ಶ್ರೀಲಕ್ಷ್ಮೀರಂಗ ಬೇಕರಿ	[12, 12, 136, 26]
date-en: 10 MARCH 2026	[836, 207, 905, 217]
dam-row: ಇಂದಿನ ಹೊರಹರಿವು : 507 ಕ್ಯೂಸೆಕ್	[16, 439, 137, 449]
school-byline: ಹೊಸಪೇಟೆ ಟೈಮ್ಸ್ ನ್ಯೂಸ್	[12, 698, 77, 707]
census-col-3: ಜನಗಣತಿಯು ಮೊಬೈಲ್ ಆಪ್ ಮೂಲಕ ಡಿಜಿಟಲ್ ಮೋಡ್ ನಲ್ಲಿ ನಡೆಯಲಿದೆ. ಅದ್ದರಿಂದ ಅಧಿಕಾರಿಗಳು ನಿಖರ ಮತ್ತು ಸ್ಪಷ್ಟವಾದ ಮಾಹಿತಿಯನ್ನು ದತ್ತಾಂಶ ಸಂಗ್ರಹಿಸಬೇಕು. ಗಣತಿ ಕಾರ್ಯಕ್ಕೆ ಎಣಿಕೆದಾರರು, ಮೇಲ್ವಿಚಾರಕರನ್ನು ಗ್ರಾಮೀಣ ಭಾಗಕ್ಕೆ 6, ನಗರ ಭಾಗದಲ್ಲಿ 8 ಅಧಿಕಾರಿಗಳನ್ನು ನೇಮಿಸಲಾಗಿದೆ. ಗಣತಿ ಕಾರ್ಯದ ವೇಳೆ ಗೊಂದಲಗಳು ಉಂಟಾದಲ್ಲಿ ಮೇಲ್ವಿಚಾರಕರನ್ನು ಅಥವಾ ಮೇಲಾಧಿಕಾರಿಗಳನ್ನು ಸಂಪರ್ಕಿಸಿ ಮಾಹಿತಿ ಪಡೆದುಕೊಳ್ಳಬೇಕು ಎಂದರು. ಈ ವೇಳೆ ಸಿಇಒ ಅನ್ನದಾನಯ್ಯ, ನಗರಾಭಿವೃದ್ಧಿ ಕೋಶದ ಯೋಜನಾ ನಿರ್ದೇಶಕ ಸೇರಿದಂತೆ ಇತರರು ಉಪಸ್ಥಿತರಿದ್ದರು.	[452, 558, 582, 705]
facebook-icon[interactable]: f	[145, 92, 167, 114]
tea-ad-phone: ದೂ:08394 228025	[799, 160, 931, 175]
editor-label: ಸಂಪಾದಕರು	[413, 166, 451, 177]
whatsapp-icon[interactable]: ✆	[140, 128, 164, 152]
dam-section	[12, 240, 168, 462]
cartoon-section	[12, 478, 168, 646]
bakery-ad-phone: ಮೊ: 9902250872 /6366335080	[16, 110, 134, 118]
